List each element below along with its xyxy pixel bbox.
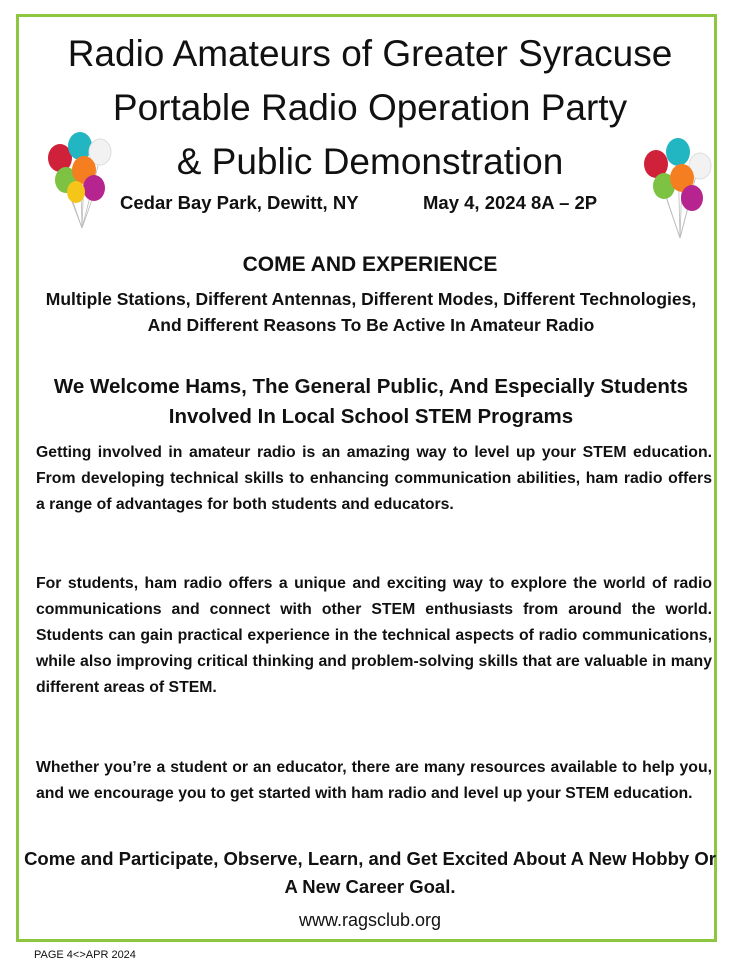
flyer-title-line1: Radio Amateurs of Greater Syracuse	[67, 33, 673, 74]
website-link[interactable]: www.ragsclub.org	[298, 910, 442, 930]
flyer-title-line2: Portable Radio Operation Party	[112, 87, 628, 128]
body-paragraph-2: For students, ham radio offers a unique and exciting way to explore the world of radio communications and connect with other STEM enthusiasts from around the world. Students can gain practical experience in the technical aspects of radio communications, while also improving critical thinking and problem-solving skills that are valuable in many different areas of STEM.	[36, 575, 712, 696]
event-venue: Cedar Bay Park, Dewitt, NY	[120, 192, 359, 213]
come-experience-subtext: Multiple Stations, Different Antennas, Different Modes, Different Technologies, And Different Reasons To Be Active In Amateur Radio	[45, 289, 697, 335]
body-paragraph-3: Whether you’re a student or an educator, there are many resources available to help you, and we encourage you to get started with ham radio and level up your STEM education.	[36, 759, 712, 802]
event-date-time: May 4, 2024 8A – 2P	[423, 192, 598, 213]
balloons-icon	[44, 128, 122, 238]
closing-statement: Come and Participate, Observe, Learn, and Get Excited About A New Hobby Or A New Career Goal.	[24, 848, 716, 897]
balloons-icon	[640, 138, 718, 248]
come-experience-heading: COME AND EXPERIENCE	[242, 253, 498, 276]
page-footer-label: PAGE 4<>APR 2024	[34, 949, 136, 961]
body-paragraph-1: Getting involved in amateur radio is an amazing way to level up your STEM education. From developing technical skills to enhancing communication abilities, ham radio offers a range of advantages for both students and educators.	[36, 444, 712, 513]
welcome-heading: We Welcome Hams, The General Public, And Especially Students Involved In Local School STEM Programs	[53, 375, 689, 428]
flyer-title-line3: & Public Demonstration	[176, 141, 564, 182]
